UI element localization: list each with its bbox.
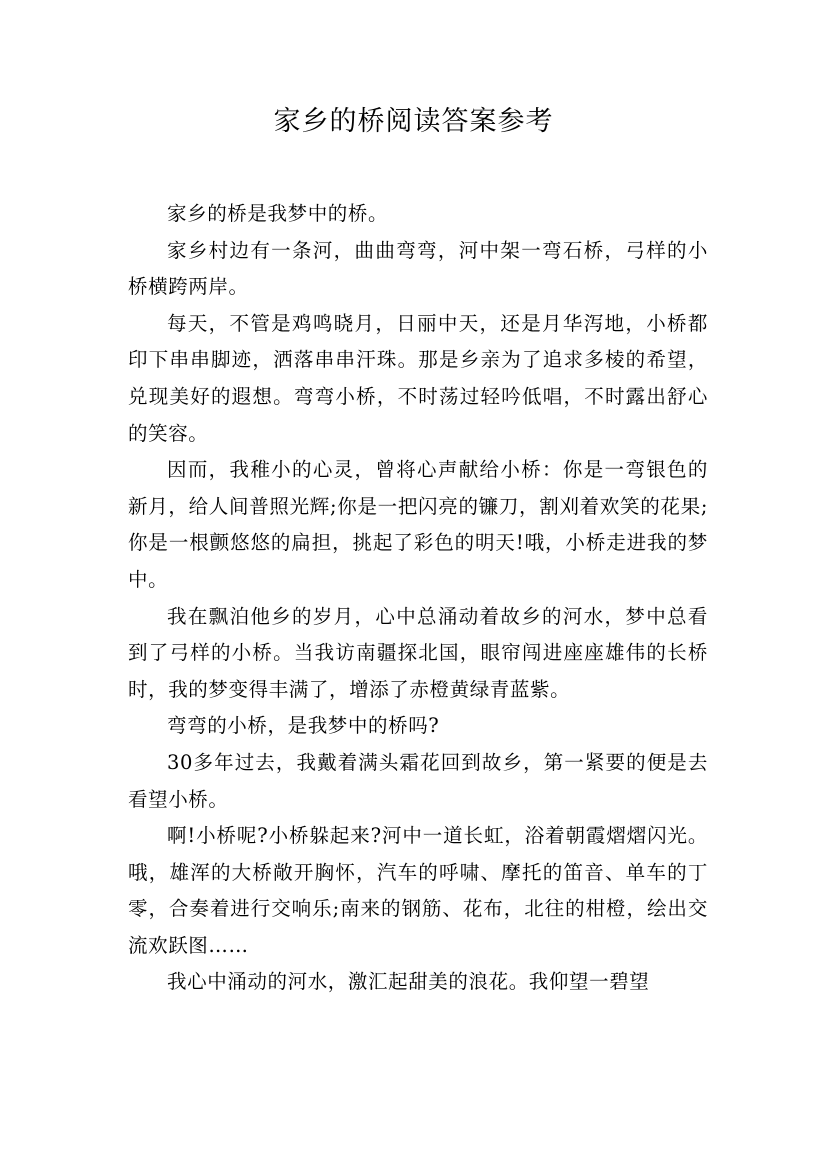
paragraph-5: 我在飘泊他乡的岁月，心中总涌动着故乡的河水，梦中总看到了弓样的小桥。当我访南疆探北国，眼帘闯进座座雄伟的长桥时，我的梦变得丰满了，增添了赤橙黄绿青蓝紫。 [128, 604, 708, 701]
paragraph-7: 30多年过去，我戴着满头霜花回到故乡，第一紧要的便是去看望小桥。 [128, 750, 708, 811]
paragraph-3: 每天，不管是鸡鸣晓月，日丽中天，还是月华泻地，小桥都印下串串脚迹，洒落串串汗珠。那是乡亲为了追求多棱的希望，兑现美好的遐想。弯弯小桥，不时荡过轻吟低唱，不时露出舒心的笑容。 [128, 311, 708, 445]
paragraph-6: 弯弯的小桥，是我梦中的桥吗? [167, 714, 440, 738]
paragraph-9: 我心中涌动的河水，激汇起甜美的浪花。我仰望一碧望 [167, 970, 650, 994]
article-body [128, 196, 708, 1001]
paragraph-8: 啊!小桥呢?小桥躲起来?河中一道长虹，浴着朝霞熠熠闪光。哦，雄浑的大桥敞开胸怀，汽车的呼啸、摩托的笛音、单车的丁零，合奏着进行交响乐;南来的钢筋、花布，北往的柑橙，绘出交流欢跃图…… [128, 824, 708, 957]
paragraph-1: 家乡的桥是我梦中的桥。 [167, 202, 389, 225]
page-title: 家乡的桥阅读答案参考 [273, 106, 554, 137]
paragraph-2: 家乡村边有一条河，曲曲弯弯，河中架一弯石桥，弓样的小桥横跨两岸。 [128, 238, 708, 299]
paragraph-4: 因而，我稚小的心灵，曾将心声献给小桥：你是一弯银色的新月，给人间普照光辉;你是一把闪亮的镰刀，割刈着欢笑的花果;你是一根颤悠悠的扁担，挑起了彩色的明天!哦，小桥走进我的梦中。 [128, 458, 708, 591]
